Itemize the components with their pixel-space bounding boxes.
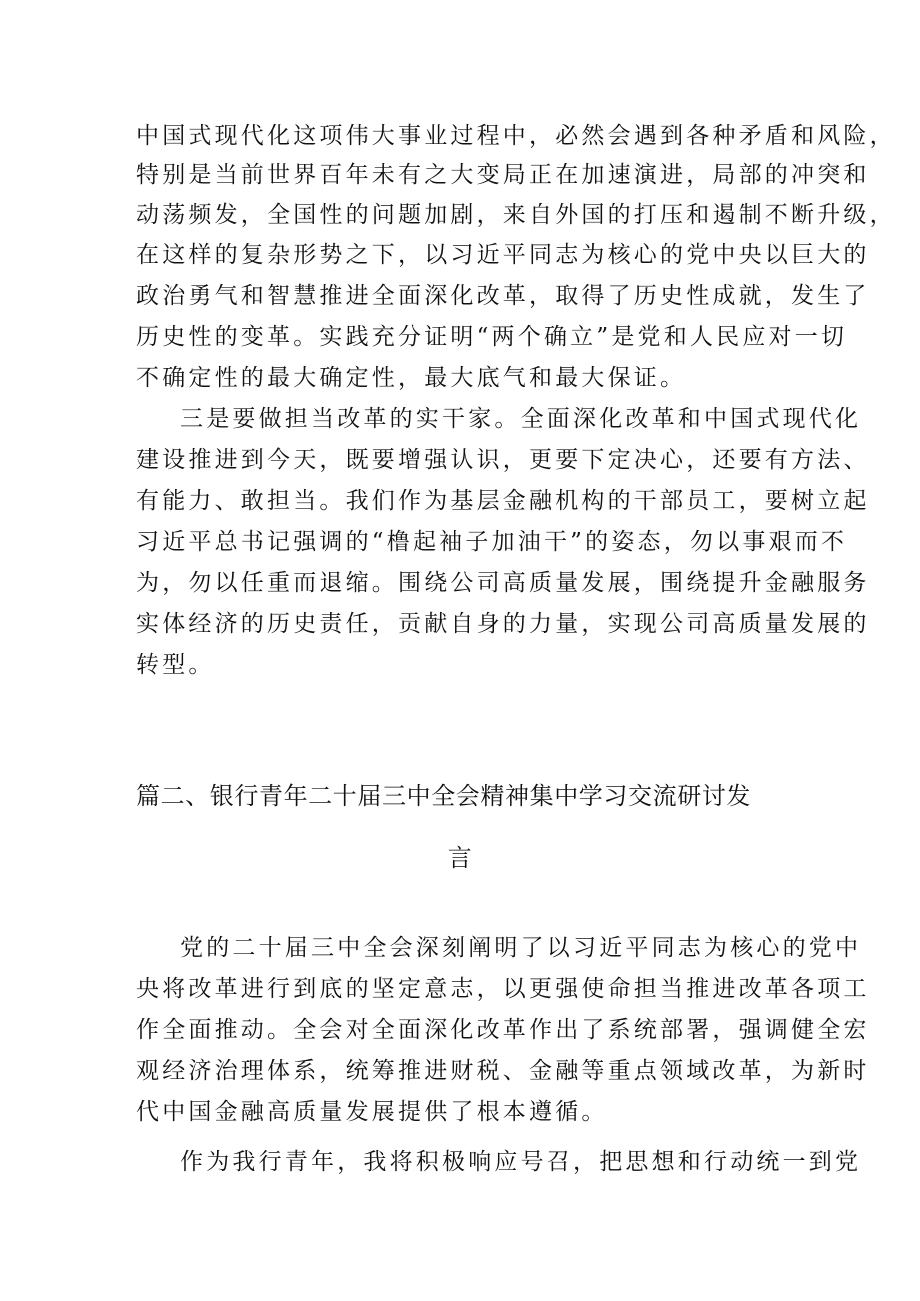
text-line: 动荡频发，全国性的问题加剧，来自外国的打压和遏制不断升级， bbox=[136, 202, 896, 228]
text-line: 观经济治理体系，统筹推进财税、金融等重点领域改革，为新时 bbox=[136, 1058, 870, 1084]
text-line: 转型。 bbox=[136, 652, 215, 678]
text-line: 作全面推动。全会对全面深化改革作出了系统部署，强调健全宏 bbox=[136, 1017, 870, 1043]
text-line: 作为我行青年，我将积极响应号召，把思想和行动统一到党 bbox=[180, 1149, 862, 1175]
text-line: 建设推进到今天，既要增强认识，更要下定决心，还要有方法、 bbox=[136, 447, 870, 473]
text-line: 历史性的变革。实践充分证明“两个确立”是党和人民应对一切 bbox=[136, 324, 848, 350]
text-line: 央将改革进行到底的坚定意志，以更强使命担当推进改革各项工 bbox=[136, 976, 870, 1002]
text-line: 代中国金融高质量发展提供了根本遵循。 bbox=[136, 1099, 608, 1125]
text-line: 习近平总书记强调的“橹起袖子加油干”的姿态，勿以事艰而不 bbox=[136, 529, 848, 555]
section-heading: 篇二、银行青年二十届三中全会精神集中学习交流研讨发 bbox=[136, 782, 751, 810]
text-line: 实体经济的历史责任，贡献自身的力量，实现公司高质量发展的 bbox=[136, 611, 870, 637]
text-line: 有能力、敢担当。我们作为基层金融机构的干部员工，要树立起 bbox=[136, 488, 870, 514]
text-line: 特别是当前世界百年未有之大变局正在加速演进，局部的冲突和 bbox=[136, 162, 870, 188]
text-line: 为，勿以任重而退缩。围绕公司高质量发展，围绕提升金融服务 bbox=[136, 570, 870, 596]
text-line: 中国式现代化这项伟大事业过程中，必然会遇到各种矛盾和风险， bbox=[136, 123, 896, 149]
text-line: 在这样的复杂形势之下，以习近平同志为核心的党中央以巨大的 bbox=[136, 242, 870, 268]
text-line: 政治勇气和智慧推进全面深化改革，取得了历史性成就，发生了 bbox=[136, 283, 870, 309]
text-line: 不确定性的最大确定性，最大底气和最大保证。 bbox=[136, 365, 687, 391]
text-line: 三是要做担当改革的实干家。全面深化改革和中国式现代化 bbox=[180, 406, 862, 432]
text-line: 党的二十届三中全会深刻阐明了以习近平同志为核心的党中 bbox=[180, 935, 862, 961]
section-heading-continuation: 言 bbox=[447, 844, 473, 872]
